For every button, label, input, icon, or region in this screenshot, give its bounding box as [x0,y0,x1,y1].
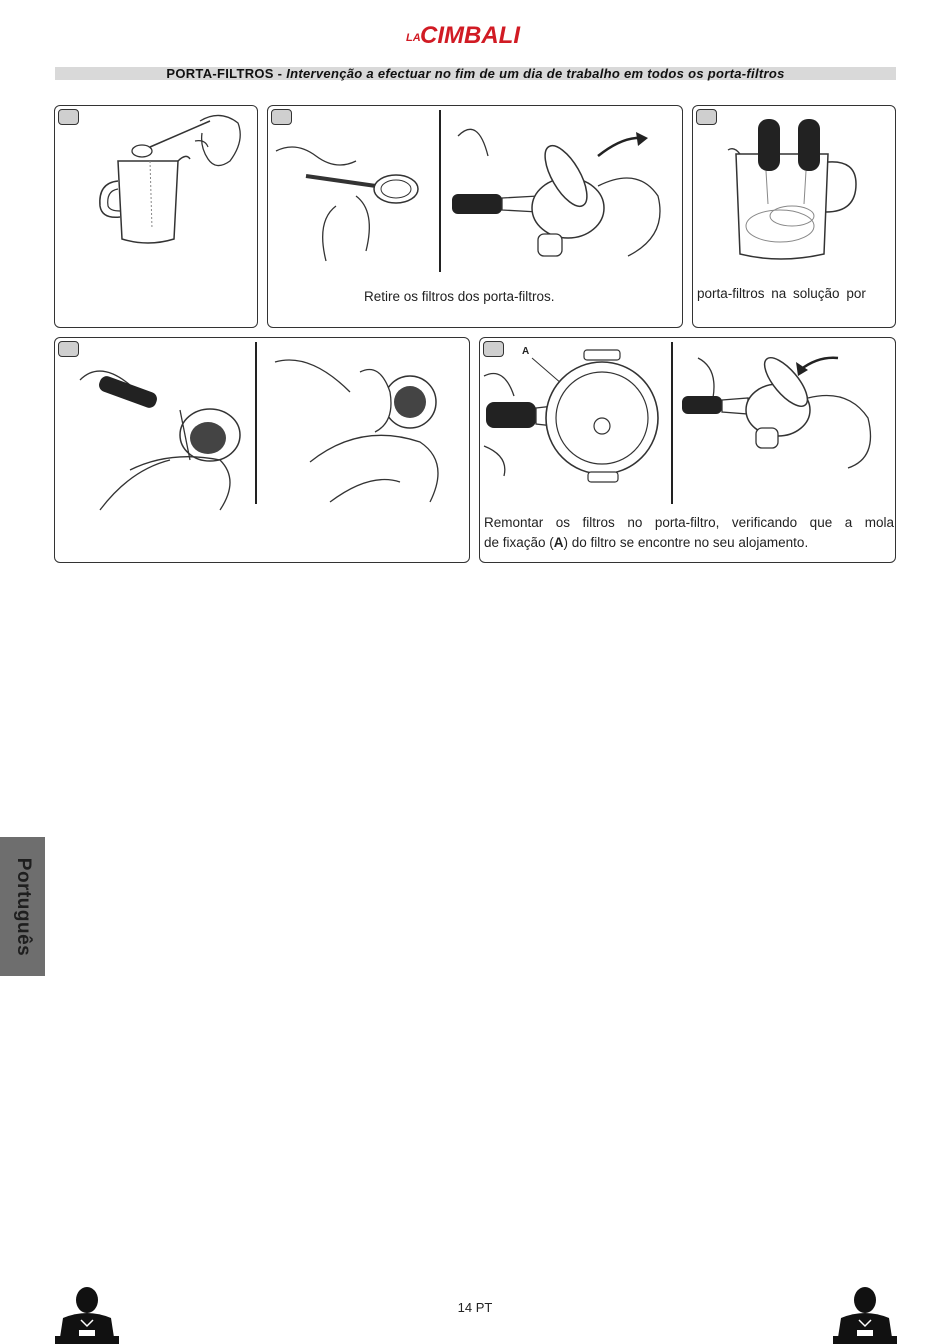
step-badge [58,109,79,125]
step-3-caption: porta-filtros na solução por [697,286,866,301]
step-panel-1 [54,105,258,328]
step-panel-5 [479,337,896,563]
step-5-caption-pre: de fixação ( [484,535,554,550]
step-panel-3 [692,105,896,328]
soak-in-solution-illustration [728,114,858,264]
brand-name: CIMBALI [420,22,520,49]
clean-filter-illustration-b [270,352,460,512]
step-5-caption-bold: A [553,535,564,550]
step-5-caption [484,513,894,553]
spring-label-a: A [522,346,530,357]
reassemble-filter-illustration-b [678,348,888,508]
reassemble-filter-illustration-a [484,346,669,506]
brand-logo [404,22,546,52]
jug-with-spoon-illustration [90,111,250,251]
language-tab-label: Português [12,857,34,956]
language-side-tab [0,837,45,976]
clean-filter-illustration-a [70,350,250,510]
panel-divider [439,110,441,272]
step-5-caption-post: ) do filtro se encontre no seu alojamento. [563,535,809,550]
step-5-caption-line-2 [484,533,894,553]
step-panel-2 [267,105,683,328]
step-badge [696,109,717,125]
remove-filter-illustration-a [276,121,436,271]
section-title-bold: PORTA-FILTROS - [166,66,287,81]
remove-filter-illustration-b [448,116,678,276]
barista-icon-right [833,1286,897,1344]
panel-divider [671,342,673,504]
brand-prefix: LA [406,32,421,44]
panel-divider [255,342,257,504]
barista-icon-left [55,1286,119,1344]
step-5-caption-line-1: Remontar os filtros no porta-filtro, verificando que a mola [484,515,894,530]
page-number: 14 PT [457,1300,493,1315]
section-title-bar [55,67,896,80]
step-2-caption: Retire os filtros dos porta-filtros. [364,289,555,304]
step-panel-4 [54,337,470,563]
section-title-italic: Intervenção a efectuar no fim de um dia de trabalho em todos os porta-filtros [286,66,785,81]
section-title [55,66,896,81]
